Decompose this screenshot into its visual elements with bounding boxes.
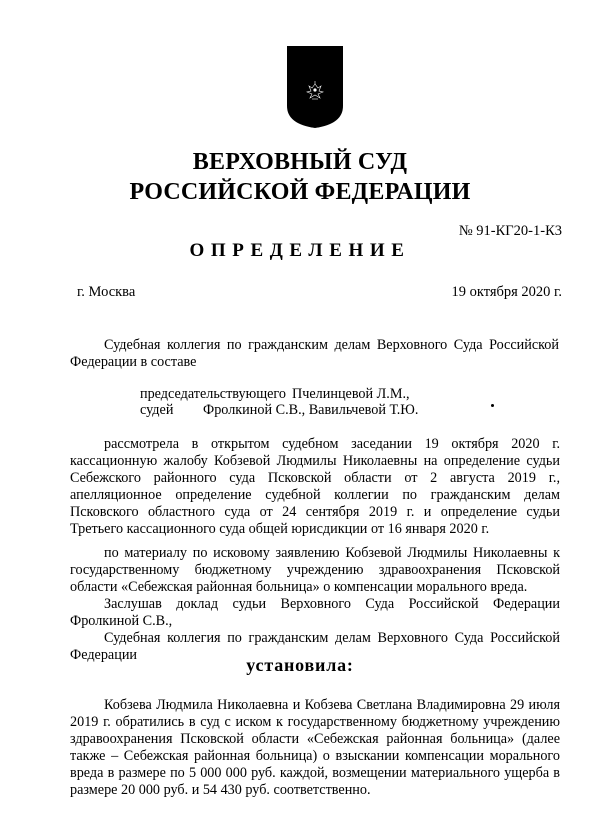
- collegium-line-1: Судебная коллегия по гражданским делам Верховного Суда Российской: [104, 630, 560, 646]
- judges-names: Фролкиной С.В., Вавильчевой Т.Ю.: [203, 402, 419, 418]
- facts-line-3: здравоохранения Псковской области «Себежская районная больница» (далее: [70, 731, 560, 747]
- established-heading: установила:: [246, 655, 354, 675]
- place: г. Москва: [77, 284, 136, 300]
- court-name-line-2: РОССИЙСКОЙ ФЕДЕРАЦИИ: [129, 179, 471, 205]
- considered-line-6: Третьего кассационного суда общей юрисдикции от 16 января 2020 г.: [70, 521, 490, 537]
- presiding-role: председательствующего: [140, 386, 286, 402]
- facts-line-5: вреда в размере по 5 000 000 руб. каждой, возмещении материального ущерба в: [70, 765, 560, 781]
- date: 19 октября 2020 г.: [451, 284, 562, 300]
- state-emblem-icon: [285, 44, 345, 130]
- collegium-line-2: Федерации: [70, 647, 138, 663]
- panel-intro-line-2: Федерации в составе: [70, 354, 197, 370]
- stray-mark: [491, 404, 494, 407]
- material-line-1: по материалу по исковому заявлению Кобзевой Людмилы Николаевны к: [104, 545, 560, 561]
- facts-line-2: 2019 г. обратились в суд с иском к государственному бюджетному учреждению: [70, 714, 560, 730]
- case-number: № 91-КГ20-1-К3: [458, 223, 562, 239]
- considered-line-2: кассационную жалобу Кобзевой Людмилы Николаевны на определение судьи: [70, 453, 560, 469]
- facts-line-4: также – Себежская районная больница) о взыскании компенсации морального: [70, 748, 560, 764]
- facts-line-6: размере 20 000 руб. и 54 430 руб. соответственно.: [70, 782, 371, 798]
- document-type-heading: ОПРЕДЕЛЕНИЕ: [189, 240, 411, 261]
- considered-line-3: Себежского районного суда Псковской области от 2 августа 2019 г.,: [70, 470, 560, 486]
- presiding-name: Пчелинцевой Л.М.,: [292, 386, 410, 402]
- considered-line-5: Псковского областного суда от 24 сентября 2019 г. и определение судьи: [70, 504, 560, 520]
- material-line-3: области «Себежская районная больница» о компенсации морального вреда.: [70, 579, 528, 595]
- report-line-1: Заслушав доклад судьи Верховного Суда Российской Федерации: [104, 596, 560, 612]
- considered-line-1: рассмотрела в открытом судебном заседании 19 октября 2020 г.: [104, 436, 560, 452]
- court-name-line-1: ВЕРХОВНЫЙ СУД: [192, 149, 408, 175]
- material-line-2: государственному бюджетному учреждению здравоохранения Псковской: [70, 562, 560, 578]
- facts-line-1: Кобзева Людмила Николаевна и Кобзева Светлана Владимировна 29 июля: [104, 697, 560, 713]
- considered-line-4: апелляционное определение судебной коллегии по гражданским делам: [70, 487, 560, 503]
- judges-role: судей: [140, 402, 174, 418]
- panel-intro-line-1: Судебная коллегия по гражданским делам Верховного Суда Российской: [104, 337, 559, 353]
- report-line-2: Фролкиной С.В.,: [70, 613, 173, 629]
